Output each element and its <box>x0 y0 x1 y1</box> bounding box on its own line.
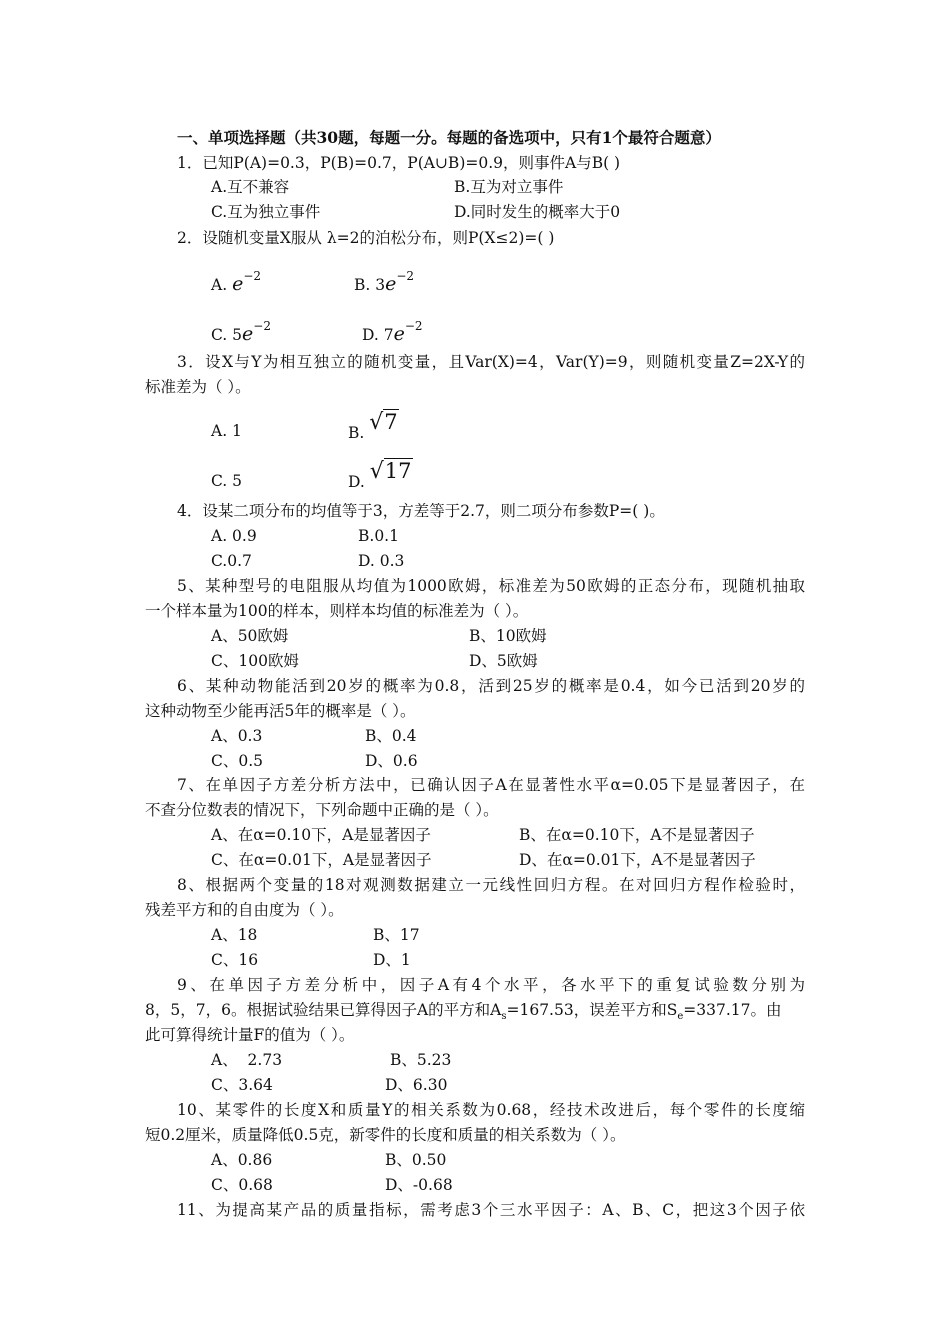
question-10-option-a: A、0.86 <box>211 1151 273 1169</box>
question-5-option-d: D、5欧姆 <box>469 652 538 670</box>
radicand: 7 <box>384 410 398 434</box>
question-9-stem-part-3: =337.17。由 <box>683 1001 782 1019</box>
question-3-option-a: A. 1 <box>211 422 242 440</box>
question-5-option-a: A、50欧姆 <box>211 627 289 645</box>
question-1-option-b: B.互为对立事件 <box>454 178 564 196</box>
question-4-option-d: D. 0.3 <box>358 552 405 570</box>
question-9-option-a: A、 2.73 <box>211 1051 283 1069</box>
question-2-option-b-label: B. 3 <box>354 276 386 294</box>
question-3-option-d <box>348 461 413 492</box>
question-5-stem-line-2: 一个样本量为100的样本，则样本均值的标准差为（ ）。 <box>145 602 529 620</box>
question-1-option-a: A.互不兼容 <box>211 178 290 196</box>
question-4-stem: 4．设某二项分布的均值等于3，方差等于2.7，则二项分布参数P=( )。 <box>177 502 665 520</box>
question-9-option-c: C、3.64 <box>211 1076 273 1094</box>
question-9-stem-line-3: 此可算得统计量F的值为（ ）。 <box>145 1026 355 1044</box>
question-4-option-a: A. 0.9 <box>211 527 257 545</box>
question-5-option-b: B、10欧姆 <box>469 627 547 645</box>
question-2-option-a <box>211 266 261 295</box>
question-2-option-d-label: D. 7 <box>362 326 394 344</box>
question-7-option-a: A、在α=0.10下，A是显著因子 <box>211 826 431 844</box>
question-10-option-b: B、0.50 <box>385 1151 447 1169</box>
question-9-option-b: B、5.23 <box>390 1051 452 1069</box>
question-6-option-d: D、0.6 <box>365 752 418 770</box>
question-3-option-b-label: B. <box>348 424 370 442</box>
question-7-option-b: B、在α=0.10下，A不是显著因子 <box>519 826 755 844</box>
question-9-stem-line-2 <box>145 1000 805 1027</box>
question-10-stem-line-2: 短0.2厘米，质量降低0.5克，新零件的长度和质量的相关系数为（ ）。 <box>145 1126 626 1144</box>
question-1-option-c: C.互为独立事件 <box>211 203 321 221</box>
question-2-stem: 2．设随机变量X服从 λ=2的泊松分布，则P(X≤2)=( ) <box>177 229 555 247</box>
question-4-option-b: B.0.1 <box>358 527 399 545</box>
question-10-stem-line-1: 10、某零件的长度X和质量Y的相关系数为0.68，经技术改进后，每个零件的长度缩 <box>177 1101 805 1119</box>
euler-e-symbol: e <box>242 323 254 345</box>
question-5-option-c: C、100欧姆 <box>211 652 299 670</box>
question-8-stem-line-2: 残差平方和的自由度为（ ）。 <box>145 901 344 919</box>
question-8-stem-line-1: 8、根据两个变量的18对观测数据建立一元线性回归方程。在对回归方程作检验时， <box>177 876 805 894</box>
euler-e-symbol: e <box>385 273 397 295</box>
subscript-e: e <box>677 1011 684 1023</box>
question-7-stem-line-1: 7、在单因子方差分析方法中，已确认因子A在显著性水平α=0.05下是显著因子，在 <box>177 776 805 794</box>
question-6-option-a: A、0.3 <box>211 727 263 745</box>
question-3-stem-line-2: 标准差为（ ）。 <box>145 378 251 396</box>
question-8-option-a: A、18 <box>211 926 258 944</box>
question-11-stem-line-1: 11、为提高某产品的质量指标，需考虑3个三水平因子：A、B、C，把这3个因子依 <box>177 1201 805 1219</box>
question-6-option-c: C、0.5 <box>211 752 264 770</box>
square-root-icon: √ <box>369 459 384 484</box>
question-10-option-c: C、0.68 <box>211 1176 273 1194</box>
euler-e-symbol: e <box>232 273 244 295</box>
question-3-option-b <box>348 412 399 443</box>
question-2-option-c <box>211 316 271 345</box>
question-8-option-b: B、17 <box>373 926 420 944</box>
question-9-stem-part-2: =167.53，误差平方和S <box>506 1001 678 1019</box>
question-2-option-c-label: C. 5 <box>211 326 243 344</box>
question-3-option-c: C. 5 <box>211 472 243 490</box>
square-root-icon: √ <box>369 410 384 435</box>
question-4-option-c: C.0.7 <box>211 552 252 570</box>
question-10-option-d: D、-0.68 <box>385 1176 453 1194</box>
question-1-stem: 1．已知P(A)=0.3，P(B)=0.7，P(A∪B)=0.9，则事件A与B( ) <box>177 154 621 172</box>
question-8-option-c: C、16 <box>211 951 259 969</box>
question-6-stem-line-2: 这种动物至少能再活5年的概率是（ ）。 <box>145 702 416 720</box>
euler-e-symbol: e <box>393 323 405 345</box>
question-7-option-d: D、在α=0.01下，A不是显著因子 <box>519 851 756 869</box>
question-6-option-b: B、0.4 <box>365 727 417 745</box>
section-heading: 一、单项选择题（共30题，每题一分。每题的备选项中，只有1个最符合题意） <box>177 128 721 147</box>
exponent: −2 <box>253 319 271 333</box>
exponent: −2 <box>396 269 415 283</box>
question-2-option-b <box>354 266 414 295</box>
subscript-s: s <box>501 1011 507 1023</box>
question-3-stem-line-1: 3．设X与Y为相互独立的随机变量，且Var(X)=4，Var(Y)=9，则随机变量Z=2X-Y的 <box>177 353 805 371</box>
question-2-option-a-label: A. <box>211 276 233 294</box>
question-6-stem-line-1: 6、某种动物能活到20岁的概率为0.8，活到25岁的概率是0.4，如今已活到20岁的 <box>177 677 805 695</box>
question-1-option-d: D.同时发生的概率大于0 <box>454 203 621 221</box>
question-5-stem-line-1: 5、某种型号的电阻服从均值为1000欧姆，标准差为50欧姆的正态分布，现随机抽取 <box>177 577 805 595</box>
exponent: −2 <box>243 269 262 283</box>
question-9-stem-part-1: 8，5，7，6。根据试验结果已算得因子A的平方和A <box>145 1001 502 1019</box>
exponent: −2 <box>404 319 423 333</box>
radicand: 17 <box>384 459 412 483</box>
question-2-option-d <box>362 316 423 345</box>
question-3-option-d-label: D. <box>348 473 370 491</box>
question-8-option-d: D、1 <box>373 951 411 969</box>
question-7-option-c: C、在α=0.01下，A是显著因子 <box>211 851 432 869</box>
question-9-option-d: D、6.30 <box>385 1076 448 1094</box>
question-9-stem-line-1: 9、在单因子方差分析中，因子A有4个水平，各水平下的重复试验数分别为 <box>177 976 805 994</box>
question-7-stem-line-2: 不查分位数表的情况下，下列命题中正确的是（ ）。 <box>145 801 499 819</box>
